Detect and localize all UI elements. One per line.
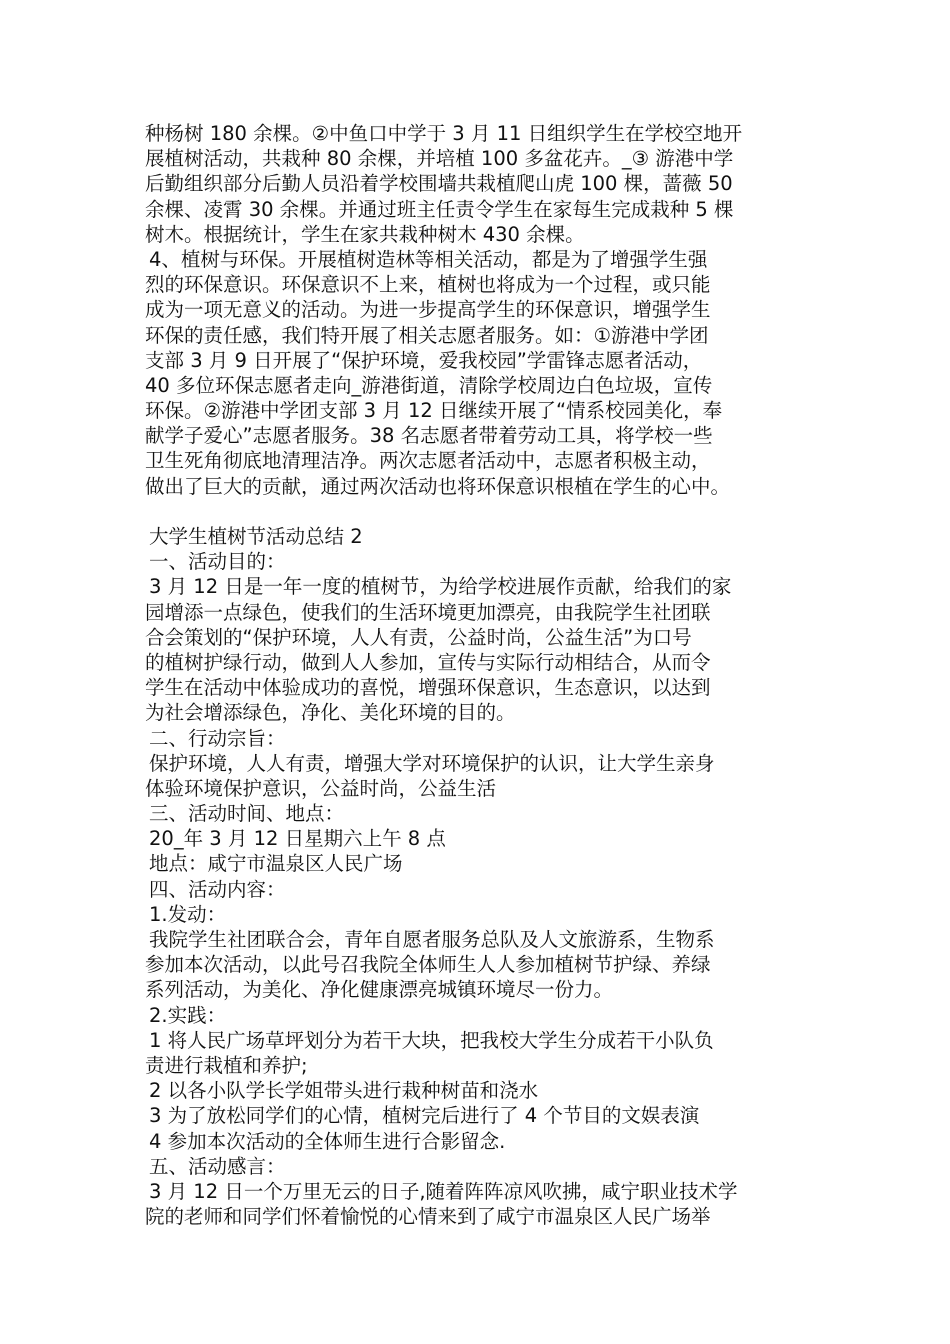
text-line: 参加本次活动，以此号召我院全体师生人人参加植树节护绿、养绿 bbox=[145, 953, 711, 977]
text-line: 的植树护绿行动，做到人人参加，宣传与实际行动相结合，从而令 bbox=[145, 650, 711, 674]
text-line: 卫生死角彻底地清理洁净。两次志愿者活动中，志愿者积极主动， bbox=[145, 449, 711, 473]
text-line: 献学子爱心”志愿者服务。38 名志愿者带着劳动工具，将学校一些 bbox=[145, 424, 713, 448]
text-line: 树木。根据统计，学生在家共栽种树木 430 余棵。 bbox=[145, 222, 585, 246]
text-line: 院的老师和同学们怀着愉悦的心情来到了咸宁市温泉区人民广场举 bbox=[145, 1205, 711, 1229]
text-line: 20_年 3 月 12 日星期六上午 8 点 bbox=[149, 827, 446, 851]
text-line: 做出了巨大的贡献，通过两次活动也将环保意识根植在学生的心中。 bbox=[145, 474, 731, 498]
text-line: 4、植树与环保。开展植树造林等相关活动，都是为了增强学生强 bbox=[149, 247, 708, 271]
text-line: 种杨树 180 余棵。②中鱼口中学于 3 月 11 日组织学生在学校空地开 bbox=[145, 122, 743, 145]
section-heading: 三、活动时间、地点： bbox=[149, 802, 345, 826]
section-title: 大学生植树节活动总结 2 bbox=[149, 525, 363, 548]
text-line: 环保。②游港中学团支部 3 月 12 日继续开展了“情系校园美化，奉 bbox=[145, 399, 723, 423]
text-line: 展植树活动，共栽种 80 余棵，并培植 100 多盆花卉。_③ 游港中学 bbox=[145, 147, 734, 171]
sub-heading: 2.实践： bbox=[149, 1003, 227, 1027]
section-heading: 一、活动目的： bbox=[149, 550, 286, 574]
text-line: 体验环境保护意识，公益时尚，公益生活 bbox=[145, 776, 497, 800]
text-line: 4 参加本次活动的全体师生进行合影留念. bbox=[149, 1129, 506, 1153]
text-line: 1 将人民广场草坪划分为若干大块，把我校大学生分成若干小队负 bbox=[149, 1028, 714, 1052]
document-body bbox=[145, 121, 810, 1229]
section-heading: 五、活动感言： bbox=[149, 1154, 286, 1178]
text-line: 合会策划的“保护环境，人人有责，公益时尚，公益生活”为口号 bbox=[145, 625, 692, 649]
text-line: 环保的责任感，我们特开展了相关志愿者服务。如：①游港中学团 bbox=[145, 323, 709, 347]
text-line: 地点：咸宁市温泉区人民广场 bbox=[149, 852, 403, 876]
text-line: 支部 3 月 9 日开展了“保护环境，爱我校园”学雷锋志愿者活动， bbox=[145, 348, 703, 372]
text-line: 保护环境，人人有责，增强大学对环境保护的认识，让大学生亲身 bbox=[149, 751, 715, 775]
text-line: 学生在活动中体验成功的喜悦，增强环保意识，生态意识，以达到 bbox=[145, 676, 711, 700]
text-line: 3 为了放松同学们的心情，植树完后进行了 4 个节目的文娱表演 bbox=[149, 1104, 700, 1128]
text-line: 后勤组织部分后勤人员沿着学校围墙共栽植爬山虎 100 棵，蔷薇 50 bbox=[145, 172, 733, 196]
text-line: 系列活动，为美化、净化健康漂亮城镇环境尽一份力。 bbox=[145, 978, 614, 1002]
paragraph-gap bbox=[145, 499, 810, 524]
text-line: 3 月 12 日是一年一度的植树节，为给学校进展作贡献，给我们的家 bbox=[149, 575, 732, 599]
text-line: 为社会增添绿色，净化、美化环境的目的。 bbox=[145, 701, 516, 725]
text-line: 余棵、凌霄 30 余棵。并通过班主任责令学生在家每生完成栽种 5 棵 bbox=[145, 197, 734, 221]
text-line: 2 以各小队学长学姐带头进行栽种树苗和浇水 bbox=[149, 1079, 539, 1103]
text-line: 成为一项无意义的活动。为进一步提高学生的环保意识，增强学生 bbox=[145, 298, 711, 322]
sub-heading: 1.发动： bbox=[149, 902, 227, 926]
text-line: 责进行栽植和养护; bbox=[145, 1053, 308, 1077]
text-line: 烈的环保意识。环保意识不上来，植树也将成为一个过程，或只能 bbox=[145, 273, 711, 297]
text-line: 3 月 12 日一个万里无云的日子,随着阵阵凉风吹拂，咸宁职业技术学 bbox=[149, 1179, 738, 1203]
text-line: 40 多位环保志愿者走向_游港街道，清除学校周边白色垃圾，宣传 bbox=[145, 373, 713, 397]
section-heading: 四、活动内容： bbox=[149, 877, 286, 901]
text-line: 园增添一点绿色，使我们的生活环境更加漂亮，由我院学生社团联 bbox=[145, 600, 711, 624]
section-heading: 二、行动宗旨： bbox=[149, 726, 286, 750]
text-line: 我院学生社团联合会，青年自愿者服务总队及人文旅游系，生物系 bbox=[149, 928, 715, 951]
